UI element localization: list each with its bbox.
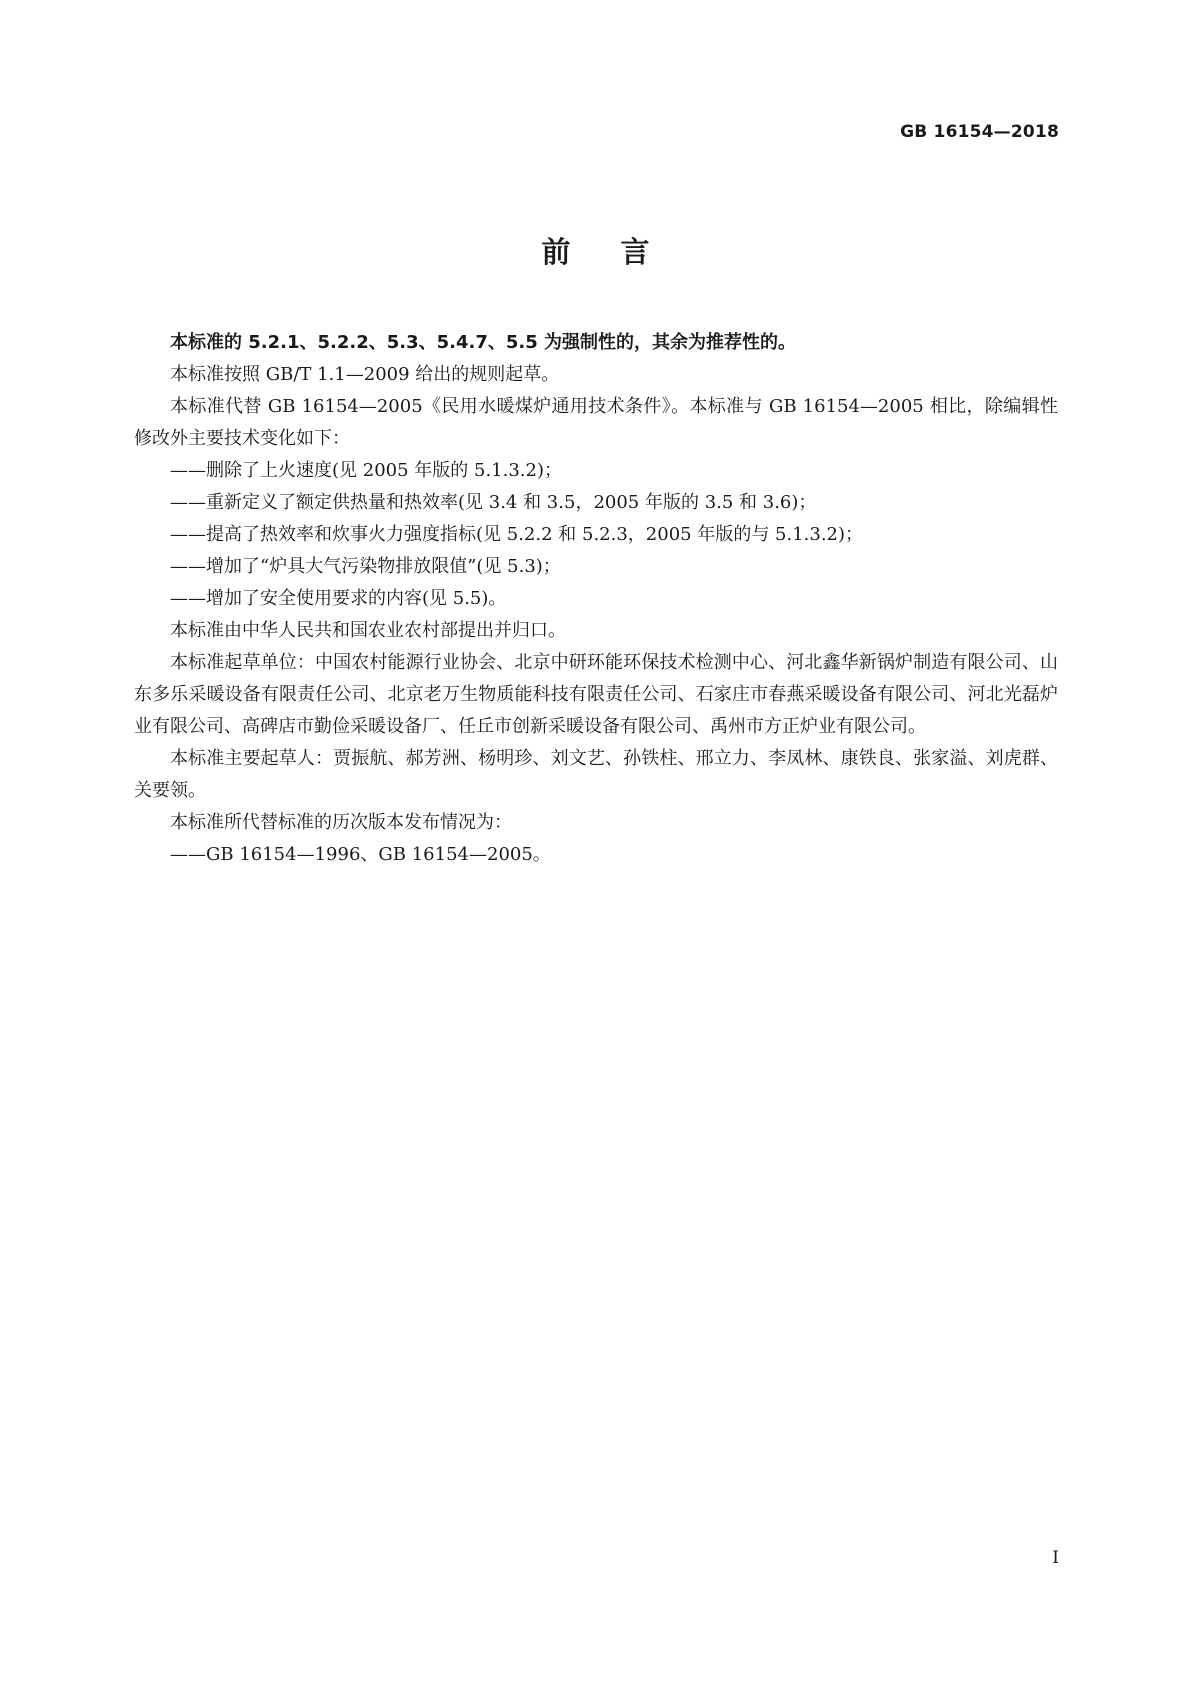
page-title: 前言: [541, 235, 700, 269]
page-number: I: [1052, 1548, 1059, 1568]
paragraph-proposer: 本标准由中华人民共和国农业农村部提出并归口。: [170, 620, 566, 641]
change-item: ——删除了上火速度(见 2005 年版的 5.1.3.2)；: [170, 460, 562, 481]
change-item: ——重新定义了额定供热量和热效率(见 3.4 和 3.5，2005 年版的 3.5 和 3.6)；: [170, 492, 817, 513]
change-item: ——增加了安全使用要求的内容(见 5.5)。: [170, 588, 507, 609]
previous-version-item: ——GB 16154—1996、GB 16154—2005。: [170, 844, 551, 865]
change-item: ——提高了热效率和炊事火力强度指标(见 5.2.2 和 5.2.3，2005 年版的与 5.1.3.2)；: [170, 524, 864, 545]
paragraph-drafters: 本标准主要起草人：贾振航、郝芳洲、杨明珍、刘文艺、孙铁柱、邢立力、李凤林、康铁良、张家溢、刘虎群、关要领。: [134, 748, 1058, 801]
paragraph-drafting-units: 本标准起草单位：中国农村能源行业协会、北京中研环能环保技术检测中心、河北鑫华新锅炉制造有限公司、山东多乐采暖设备有限责任公司、北京老万生物质能科技有限责任公司、石家庄市春燕采暖设备有限公司、河北光磊炉业有限公司、高碑店市勤俭采暖设备厂、任丘市创新采暖设备有限公司、禹州市方正炉业有限公司。: [134, 652, 1058, 737]
paragraph-previous-versions: 本标准所代替标准的历次版本发布情况为：: [170, 812, 512, 833]
paragraph-replacement: 本标准代替 GB 16154—2005《民用水暖煤炉通用技术条件》。本标准与 GB 16154—2005 相比，除编辑性修改外主要技术变化如下：: [134, 396, 1058, 449]
document-body: [134, 327, 1058, 871]
paragraph-drafting-rules: 本标准按照 GB/T 1.1—2009 给出的规则起草。: [170, 364, 560, 385]
standard-code-header: GB 16154—2018: [900, 122, 1059, 142]
paragraph-mandatory-clauses: 本标准的 5.2.1、5.2.2、5.3、5.4.7、5.5 为强制性的，其余为推荐性的。: [170, 332, 797, 353]
change-item: ——增加了“炉具大气污染物排放限值”(见 5.3)；: [170, 556, 561, 577]
